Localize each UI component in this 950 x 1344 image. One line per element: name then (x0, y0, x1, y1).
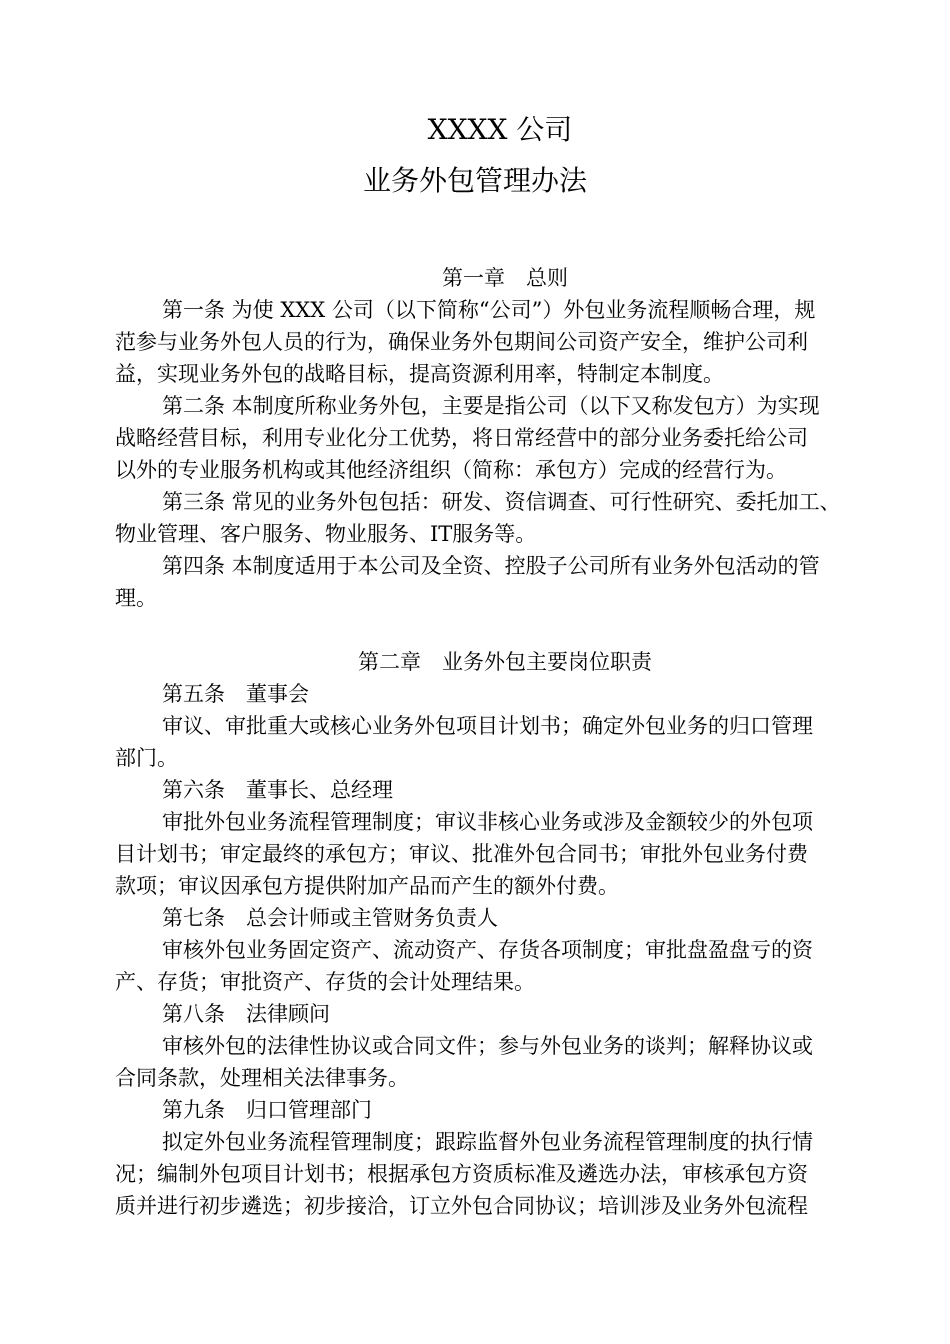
article-5-line: 部门。 (115, 746, 178, 770)
chapter-1-body (115, 294, 865, 614)
article-9-line: 质并进行初步遴选；初步接洽，订立外包合同协议；培训涉及业务外包流程 (115, 1194, 808, 1218)
article-9-title: 第九条 归口管理部门 (162, 1098, 372, 1122)
article-7-line: 产、存货；审批资产、存货的会计处理结果。 (115, 970, 535, 994)
article-8-title: 第八条 法律顾问 (162, 1002, 330, 1026)
article-6-line: 审批外包业务流程管理制度；审议非核心业务或涉及金额较少的外包项 (162, 810, 813, 834)
article-1-line: 范参与业务外包人员的行为，确保业务外包期间公司资产安全，维护公司利 (115, 330, 808, 354)
article-2-line: 战略经营目标，利用专业化分工优势，将日常经营中的部分业务委托给公司 (115, 426, 808, 450)
article-8-line: 审核外包的法律性协议或合同文件；参与外包业务的谈判；解释协议或 (162, 1034, 813, 1058)
article-6-line: 目计划书；审定最终的承包方；审议、批准外包合同书；审批外包业务付费 (115, 842, 808, 866)
article-6-title: 第六条 董事长、总经理 (162, 778, 393, 802)
company-name: XXXX 公司 (427, 113, 573, 146)
article-9-line: 拟定外包业务流程管理制度；跟踪监督外包业务流程管理制度的执行情 (162, 1130, 813, 1154)
article-4-line: 第四条 本制度适用于本公司及全资、控股子公司所有业务外包活动的管 (162, 554, 820, 578)
article-5-title: 第五条 董事会 (162, 682, 309, 706)
article-2-line: 以外的专业服务机构或其他经济组织（简称：承包方）完成的经营行为。 (115, 458, 787, 482)
chapter-2-body (115, 678, 865, 1222)
article-3-line: 物业管理、客户服务、物业服务、IT服务等。 (115, 522, 537, 546)
article-9-line: 况；编制外包项目计划书；根据承包方资质标准及遴选办法，审核承包方资 (115, 1162, 808, 1186)
article-8-line: 合同条款，处理相关法律事务。 (115, 1066, 409, 1090)
article-5-line: 审议、审批重大或核心业务外包项目计划书；确定外包业务的归口管理 (162, 714, 813, 738)
article-3-line: 第三条 常见的业务外包包括：研发、资信调查、可行性研究、委托加工、 (162, 490, 841, 514)
article-7-line: 审核外包业务固定资产、流动资产、存货各项制度；审批盘盈盘亏的资 (162, 938, 813, 962)
article-2-line: 第二条 本制度所称业务外包，主要是指公司（以下又称发包方）为实现 (162, 394, 820, 418)
chapter-2-heading: 第二章 业务外包主要岗位职责 (358, 650, 652, 674)
article-1-line: 第一条 为使 XXX 公司（以下简称“公司”）外包业务流程顺畅合理，规 (162, 298, 816, 322)
article-4-line: 理。 (115, 586, 157, 610)
chapter-1-heading: 第一章 总则 (442, 266, 568, 290)
article-7-title: 第七条 总会计师或主管财务负责人 (162, 906, 498, 930)
article-1-line: 益，实现业务外包的战略目标，提高资源利用率，特制定本制度。 (115, 362, 724, 386)
document-title: 业务外包管理办法 (362, 164, 587, 197)
article-6-line: 款项；审议因承包方提供附加产品而产生的额外付费。 (115, 874, 619, 898)
